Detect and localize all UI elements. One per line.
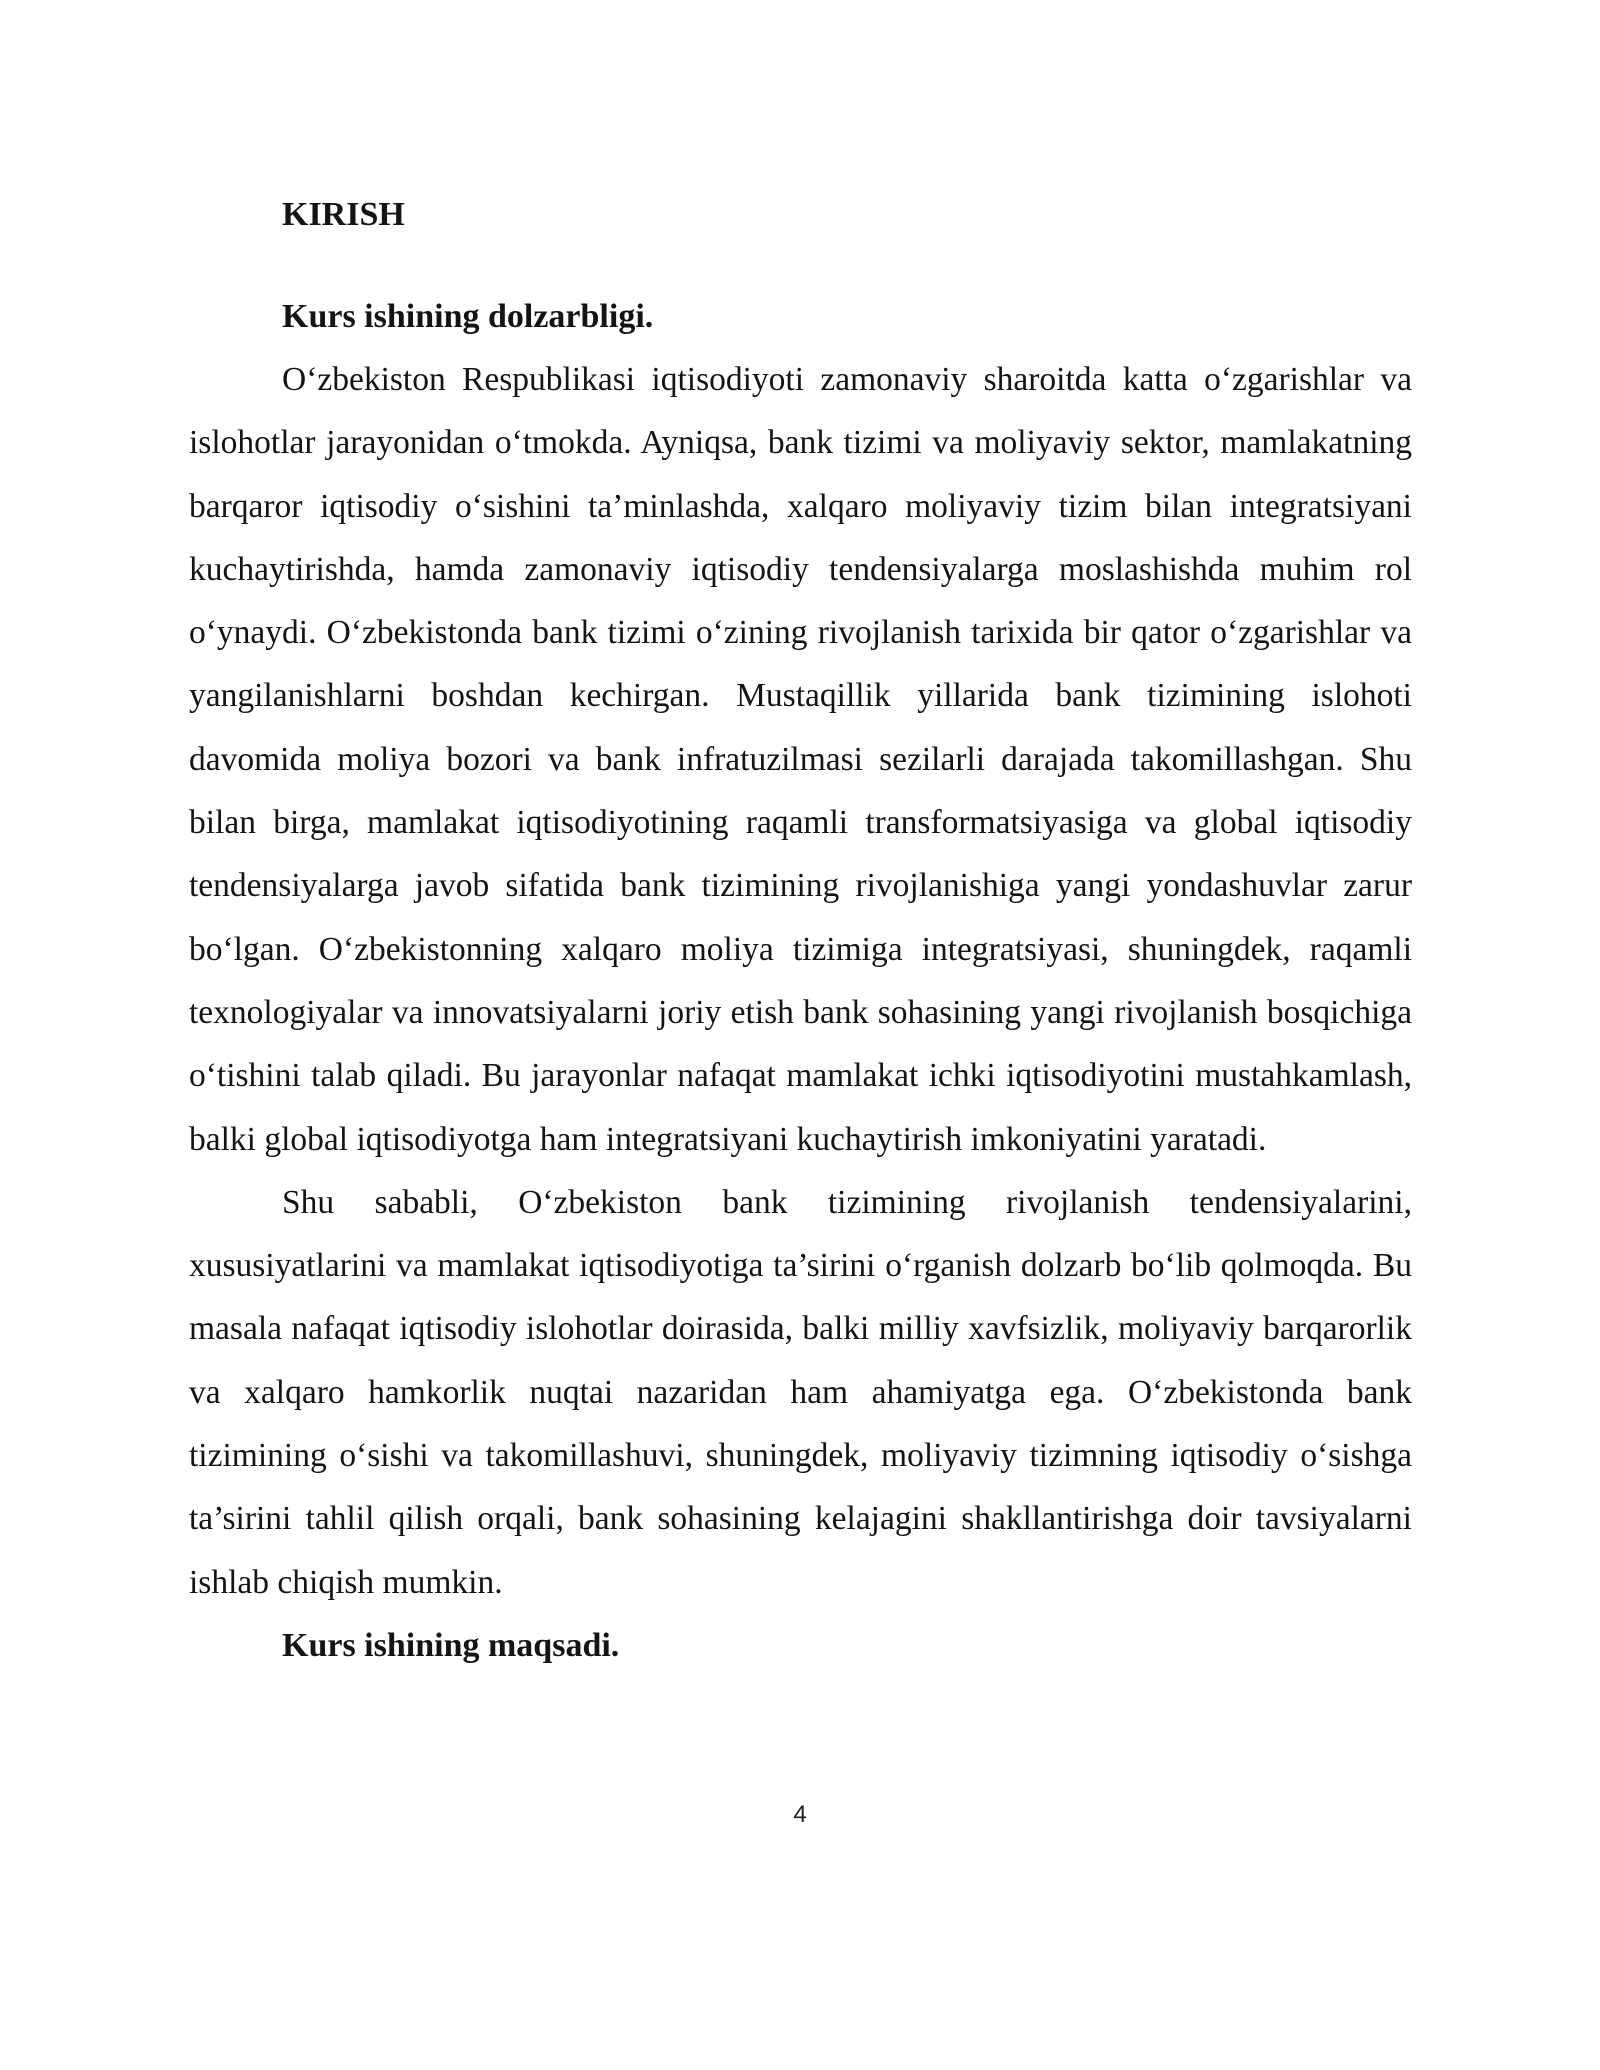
relevance-paragraph-2: Shu sababli, O‘zbekiston bank tizimining rivojlanish tendensiyalarini, xususiyatlarini va mamlakat iqtisodiyotiga ta’sirini o‘rganish dolzarb bo‘lib qolmoqda. Bu masala nafaqat iqtisodiy islohotlar doirasida, balki milliy xavfsizlik, moliyaviy barqarorlik va xalqaro hamkorlik nuqtai nazaridan ham ahamiyatga ega. O‘zbekistonda bank tizimining o‘sishi va takomillashuvi, shuningdek, moliyaviy tizimning iqtisodiy o‘sishga ta’sirini tahlil qilish orqali, bank sohasining kelajagini shakllantirishga doir tavsiyalarni ishlab chiqish mumkin. bbox=[189, 1183, 1412, 1601]
chapter-title: KIRISH bbox=[282, 196, 405, 233]
goal-heading: Kurs ishining maqsadi. bbox=[282, 1626, 620, 1664]
relevance-heading: Kurs ishining dolzarbligi. bbox=[282, 298, 654, 335]
relevance-paragraph-1: O‘zbekiston Respublikasi iqtisodiyoti zamonaviy sharoitda katta o‘zgarishlar va islohotlar jarayonidan o‘tmokda. Ayniqsa, bank tizimi va moliyaviy sektor, mamlakatning barqaror iqtisodiy o‘sishini ta’minlashda, xalqaro moliyaviy tizim bilan integratsiyani kuchaytirishda, hamda zamonaviy iqtisodiy tendensiyalarga moslashishda muhim rol o‘ynaydi. O‘zbekistonda bank tizimi o‘zining rivojlanish tarixida bir qator o‘zgarishlar va yangilanishlarni boshdan kechirgan. Mustaqillik yillarida bank tizimining islohoti davomida moliya bozori va bank infratuzilmasi sezilarli darajada takomillashgan. Shu bilan birga, mamlakat iqtisodiyotining raqamli transformatsiyasiga va global iqtisodiy tendensiyalarga javob sifatida bank tizimining rivojlanishiga yangi yondashuvlar zarur bo‘lgan. O‘zbekistonning xalqaro moliya tizimiga integratsiyasi, shuningdek, raqamli texnologiyalar va innovatsiyalarni joriy etish bank sohasining yangi rivojlanish bosqichiga o‘tishini talab qiladi. Bu jarayonlar nafaqat mamlakat ichki iqtisodiyotini mustahkamlash, balki global iqtisodiyotga ham integratsiyani kuchaytirish imkoniyatini yaratadi. bbox=[189, 361, 1412, 1158]
page-content bbox=[189, 183, 1412, 1677]
page-number: 4 bbox=[793, 1801, 807, 1828]
